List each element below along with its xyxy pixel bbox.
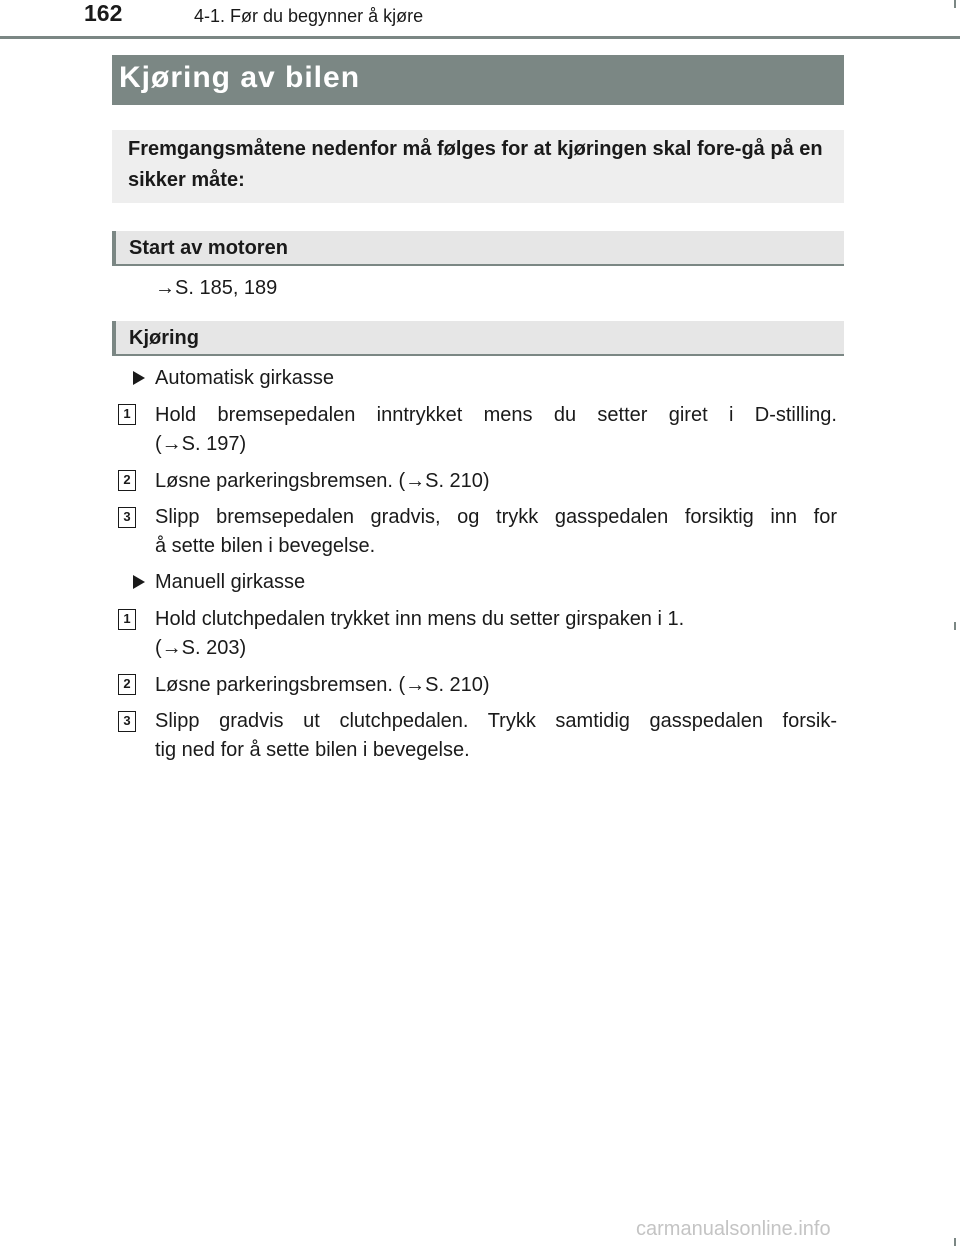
start-reference: →S. 185, 189 <box>155 277 278 299</box>
triangle-bullet-icon <box>133 371 145 385</box>
manual-step-3-continuation: tig ned for å sette bilen i bevegelse. <box>155 739 470 761</box>
step-number-badge: 1 <box>118 404 136 425</box>
manual-label: Manuell girkasse <box>155 571 306 593</box>
auto-step-1-reference: (→S. 197) <box>155 433 247 455</box>
subheading-driving <box>112 321 844 356</box>
step-number-badge: 2 <box>118 674 136 695</box>
auto-step-1-text: Hold bremsepedalen inntrykket mens du setter giret i D-stilling. <box>155 404 837 426</box>
auto-step-3-text: Slipp bremsepedalen gradvis, og trykk gasspedalen forsiktig inn for <box>155 506 837 528</box>
manual-step-2-text: Løsne parkeringsbremsen. (→S. 210) <box>155 674 490 696</box>
page-number: 162 <box>84 0 123 26</box>
subheading-start <box>112 231 844 266</box>
crop-mark <box>954 622 956 630</box>
step-number-badge: 2 <box>118 470 136 491</box>
intro-text: Fremgangsmåtene nedenfor må følges for at kjøringen skal fore-gå på en sikker måte: <box>128 138 823 191</box>
header-divider <box>0 36 960 39</box>
subheading-start-label: Start av motoren <box>129 237 288 259</box>
watermark: carmanualsonline.info <box>636 1218 831 1240</box>
section-label: 4-1. Før du begynner å kjøre <box>194 6 424 26</box>
intro-box <box>112 130 844 203</box>
auto-step-2-text: Løsne parkeringsbremsen. (→S. 210) <box>155 470 490 492</box>
step-number-badge: 3 <box>118 507 136 528</box>
automatic-label: Automatisk girkasse <box>155 367 334 389</box>
manual-step-1-reference: (→S. 203) <box>155 637 247 659</box>
manual-step-1-text: Hold clutchpedalen trykket inn mens du setter girspaken i 1. <box>155 608 685 630</box>
subheading-driving-label: Kjøring <box>129 327 199 349</box>
page-title: Kjøring av bilen <box>119 61 361 94</box>
triangle-bullet-icon <box>133 575 145 589</box>
title-bar <box>112 55 844 105</box>
manual-step-3-text: Slipp gradvis ut clutchpedalen. Trykk samtidig gasspedalen forsik- <box>155 710 837 732</box>
step-number-badge: 3 <box>118 711 136 732</box>
step-number-badge: 1 <box>118 609 136 630</box>
crop-mark <box>954 0 956 8</box>
crop-mark <box>954 1238 956 1246</box>
auto-step-3-continuation: å sette bilen i bevegelse. <box>155 535 376 557</box>
